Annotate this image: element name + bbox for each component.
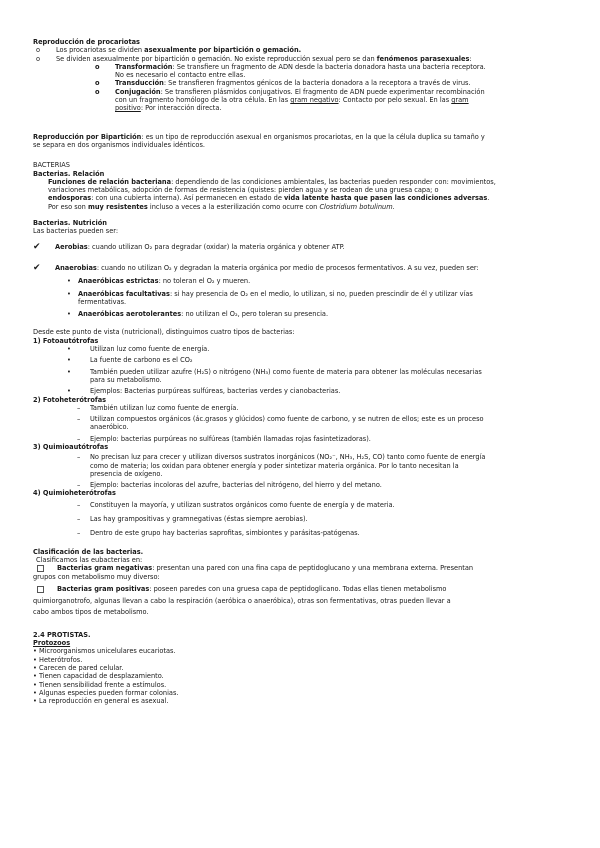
text-line: positivo: Por interacción directa. xyxy=(115,104,222,113)
bullet-icon: • xyxy=(67,277,71,286)
dash-icon: – xyxy=(77,481,81,490)
bullet-icon: • xyxy=(67,289,71,298)
circle-bullet-icon: o xyxy=(95,87,100,96)
dash-icon: – xyxy=(77,453,81,462)
list-item: • Utilizan luz como fuente de energía. xyxy=(67,345,210,354)
bullet-icon: • xyxy=(67,310,71,319)
dash-icon: – xyxy=(77,515,81,524)
dash-icon: – xyxy=(77,529,81,538)
circle-bullet-icon: o xyxy=(95,79,100,88)
text-line: No es necesario el contacto entre ellas. xyxy=(115,71,246,80)
list-item: o Los procariotas se dividen asexualmente por bipartición o gemación. xyxy=(36,46,302,55)
bullet-icon: • xyxy=(67,367,71,376)
circle-bullet-icon: o xyxy=(95,62,100,71)
subsection-title-protozoos: Protozoos xyxy=(33,639,71,648)
type-title-quimioautotrofas: 3) Quimioautótrofas xyxy=(33,442,109,451)
list-item: – No precisan luz para crecer y utilizan diversos sustratos inorgánicos (NO₂⁻, NH₃, H₂S, CO) tanto como fuente de energía xyxy=(77,453,486,462)
list-item: • Tienen capacidad de desplazamiento. xyxy=(33,672,164,681)
list-item: • Ejemplos: Bacterias purpúreas sulfúreas, bacterias verdes y cianobacterias. xyxy=(67,387,341,396)
list-item: • Algunas especies pueden formar colonias. xyxy=(33,688,179,697)
text-line: como de materia; los oxidan para obtener energía y poder sintetizar materia orgánica. Por lo tanto necesitan la xyxy=(90,461,459,470)
list-item: – Ejemplo: bacterias purpúreas no sulfúreas (también llamadas rojas fasintetizadoras). xyxy=(77,434,371,443)
list-item: • Anaeróbicas aerotolerantes: no utilizan el O₂, pero toleran su presencia. xyxy=(67,310,329,319)
section-title-protistas: 2.4 PROTISTAS. xyxy=(33,630,91,639)
text-line: variaciones metabólicas, adopción de formas de resistencia (quistes: pierden agua y se rodean de una gruesa capa; o xyxy=(48,186,439,195)
list-item: – Ejemplo: bacterias incoloras del azufre, bacterias del nitrógeno, del hierro y del metano. xyxy=(77,481,382,490)
list-item: ✔ Anaerobias: cuando no utilizan O₂ y degradan la materia orgánica por medio de procesos fermentativos. A su vez, pueden ser: xyxy=(33,262,479,273)
list-item: – También utilizan luz como fuente de energía. xyxy=(77,403,239,412)
list-item: ✔ Aerobias: cuando utilizan O₂ para degradar (oxidar) la materia orgánica y obtener ATP. xyxy=(33,241,345,252)
list-item: • Heterótrofos. xyxy=(33,655,83,664)
list-item: • Carecen de pared celular. xyxy=(33,663,124,672)
checkmark-icon: ✔ xyxy=(33,262,41,273)
subsection-title-relacion: Bacterias. Relación xyxy=(33,169,105,178)
list-item: • La fuente de carbono es el CO₂ xyxy=(67,356,193,365)
text-line: quimiorganotrofo, algunas llevan a cabo la respiración (aeróbica o anaeróbica), otras son fermentativas, otras pueden llevar a xyxy=(33,597,451,606)
list-item: Bacterias gram negativas: presentan una pared con una fina capa de peptidoglucano y una membrana externa. Presentan xyxy=(33,564,568,572)
text-line: presencia de oxígeno. xyxy=(90,469,163,478)
list-item: • También pueden utilizar azufre (H₂S) o nitrógeno (NH₃) como fuente de materia para obtener las moléculas necesarias xyxy=(67,367,482,376)
subsection-title-nutricion: Bacterias. Nutrición xyxy=(33,219,107,228)
list-item: o Conjugación: Se transfieren plásmidos conjugativos. El fragmento de ADN puede experimentar recombinación xyxy=(95,87,485,96)
dash-icon: – xyxy=(77,434,81,443)
type-title-quimioheterotrofas: 4) Quimioheterótrofas xyxy=(33,489,116,498)
document-page xyxy=(33,38,568,705)
list-item: – Constituyen la mayoría, y utilizan sustratos orgánicos como fuente de energía y de materia. xyxy=(77,500,395,509)
text-line: fermentativas. xyxy=(78,297,127,306)
square-bullet-icon xyxy=(37,586,44,593)
dash-icon: – xyxy=(77,500,81,509)
circle-bullet-icon: o xyxy=(36,46,41,55)
text-line: endosporas: con una cubierta interna). Así permanecen en estado de vida latente hasta que pasen las condiciones adversas. xyxy=(48,194,490,203)
list-item: Bacterias gram positivas: poseen paredes con una gruesa capa de peptidoglicano. Todas ellas tienen metabolismo xyxy=(33,585,568,593)
square-bullet-icon xyxy=(37,565,44,572)
bullet-icon: • xyxy=(67,345,71,354)
bullet-icon: • xyxy=(67,387,71,396)
list-item: • Microorganismos unicelulares eucariotas. xyxy=(33,647,176,656)
text-line: se separa en dos organismos individuales idénticos. xyxy=(33,140,205,149)
text-line: anaeróbico. xyxy=(90,423,129,432)
subsection-title-clasificacion: Clasificación de las bacterias. xyxy=(33,547,144,556)
circle-bullet-icon: o xyxy=(36,54,41,63)
type-title-fotoheterotrofas: 2) Fotoheterótrofas xyxy=(33,395,107,404)
text-line: grupos con metabolismo muy diverso: xyxy=(33,572,160,581)
text-line: Clasificamos las eubacterias en: xyxy=(36,555,143,564)
text-line: Desde este punto de vista (nutricional), distinguimos cuatro tipos de bacterias: xyxy=(33,328,295,337)
list-item: • La reproducción en general es asexual. xyxy=(33,697,169,706)
list-item: – Utilizan compuestos orgánicos (ác.grasos y glúcidos) como fuente de carbono, y se nutren de ellos; este es un proceso xyxy=(77,415,484,424)
dash-icon: – xyxy=(77,415,81,424)
list-item: o Transformación: Se transfiere un fragmento de ADN desde la bacteria donadora hasta una bacteria receptora. xyxy=(95,62,486,71)
paragraph-biparticion: Reproducción por Bipartición: es un tipo de reproducción asexual en organismos procariotas, en la que la célula duplica su tamaño y xyxy=(33,132,485,141)
list-item: – Las hay grampositivas y gramnegativas (éstas siempre aerobias). xyxy=(77,515,308,524)
type-title-fotoautotrofas: 1) Fotoautótrofas xyxy=(33,336,99,345)
text-line: para su metabolismo. xyxy=(90,375,162,384)
text-line: Por eso son muy resistentes incluso a veces a la esterilización como ocurre con Clostridium botulinum. xyxy=(48,202,395,211)
text-line: Funciones de relación bacteriana: dependiendo de las condiciones ambientales, las bacterias pueden responder con: movimientos, xyxy=(48,177,496,186)
text-line: con un fragmento homólogo de la otra célula. En las gram negativo: Contacto por pelo sexual. En las gram xyxy=(115,96,469,105)
list-item: • Anaeróbicas estrictas: no toleran el O₂ y mueren. xyxy=(67,277,251,286)
list-item: o Transducción: Se transfieren fragmentos génicos de la bacteria donadora a la receptora a través de virus. xyxy=(95,79,471,88)
text-line: Las bacterias pueden ser: xyxy=(33,227,119,236)
section-title-reproduccion: Reproducción de procariotas xyxy=(33,38,140,46)
list-item: • Anaeróbicas facultativas: si hay presencia de O₂ en el medio, lo utilizan, si no, pueden prescindir de él y utilizar vías xyxy=(67,289,473,298)
bullet-icon: • xyxy=(67,356,71,365)
section-heading-bacterias: BACTERIAS xyxy=(33,161,70,170)
text-line: cabo ambos tipos de metabolismo. xyxy=(33,608,149,617)
dash-icon: – xyxy=(77,403,81,412)
checkmark-icon: ✔ xyxy=(33,241,41,252)
list-item: – Dentro de este grupo hay bacterias saprofitas, simbiontes y parásitas-patógenas. xyxy=(77,529,360,538)
list-item: o Se dividen asexualmente por bipartición o gemación. No existe reproducción sexual pero se dan fenómenos parasexuales: xyxy=(36,54,472,63)
list-item: • Tienen sensibilidad frente a estímulos. xyxy=(33,680,167,689)
